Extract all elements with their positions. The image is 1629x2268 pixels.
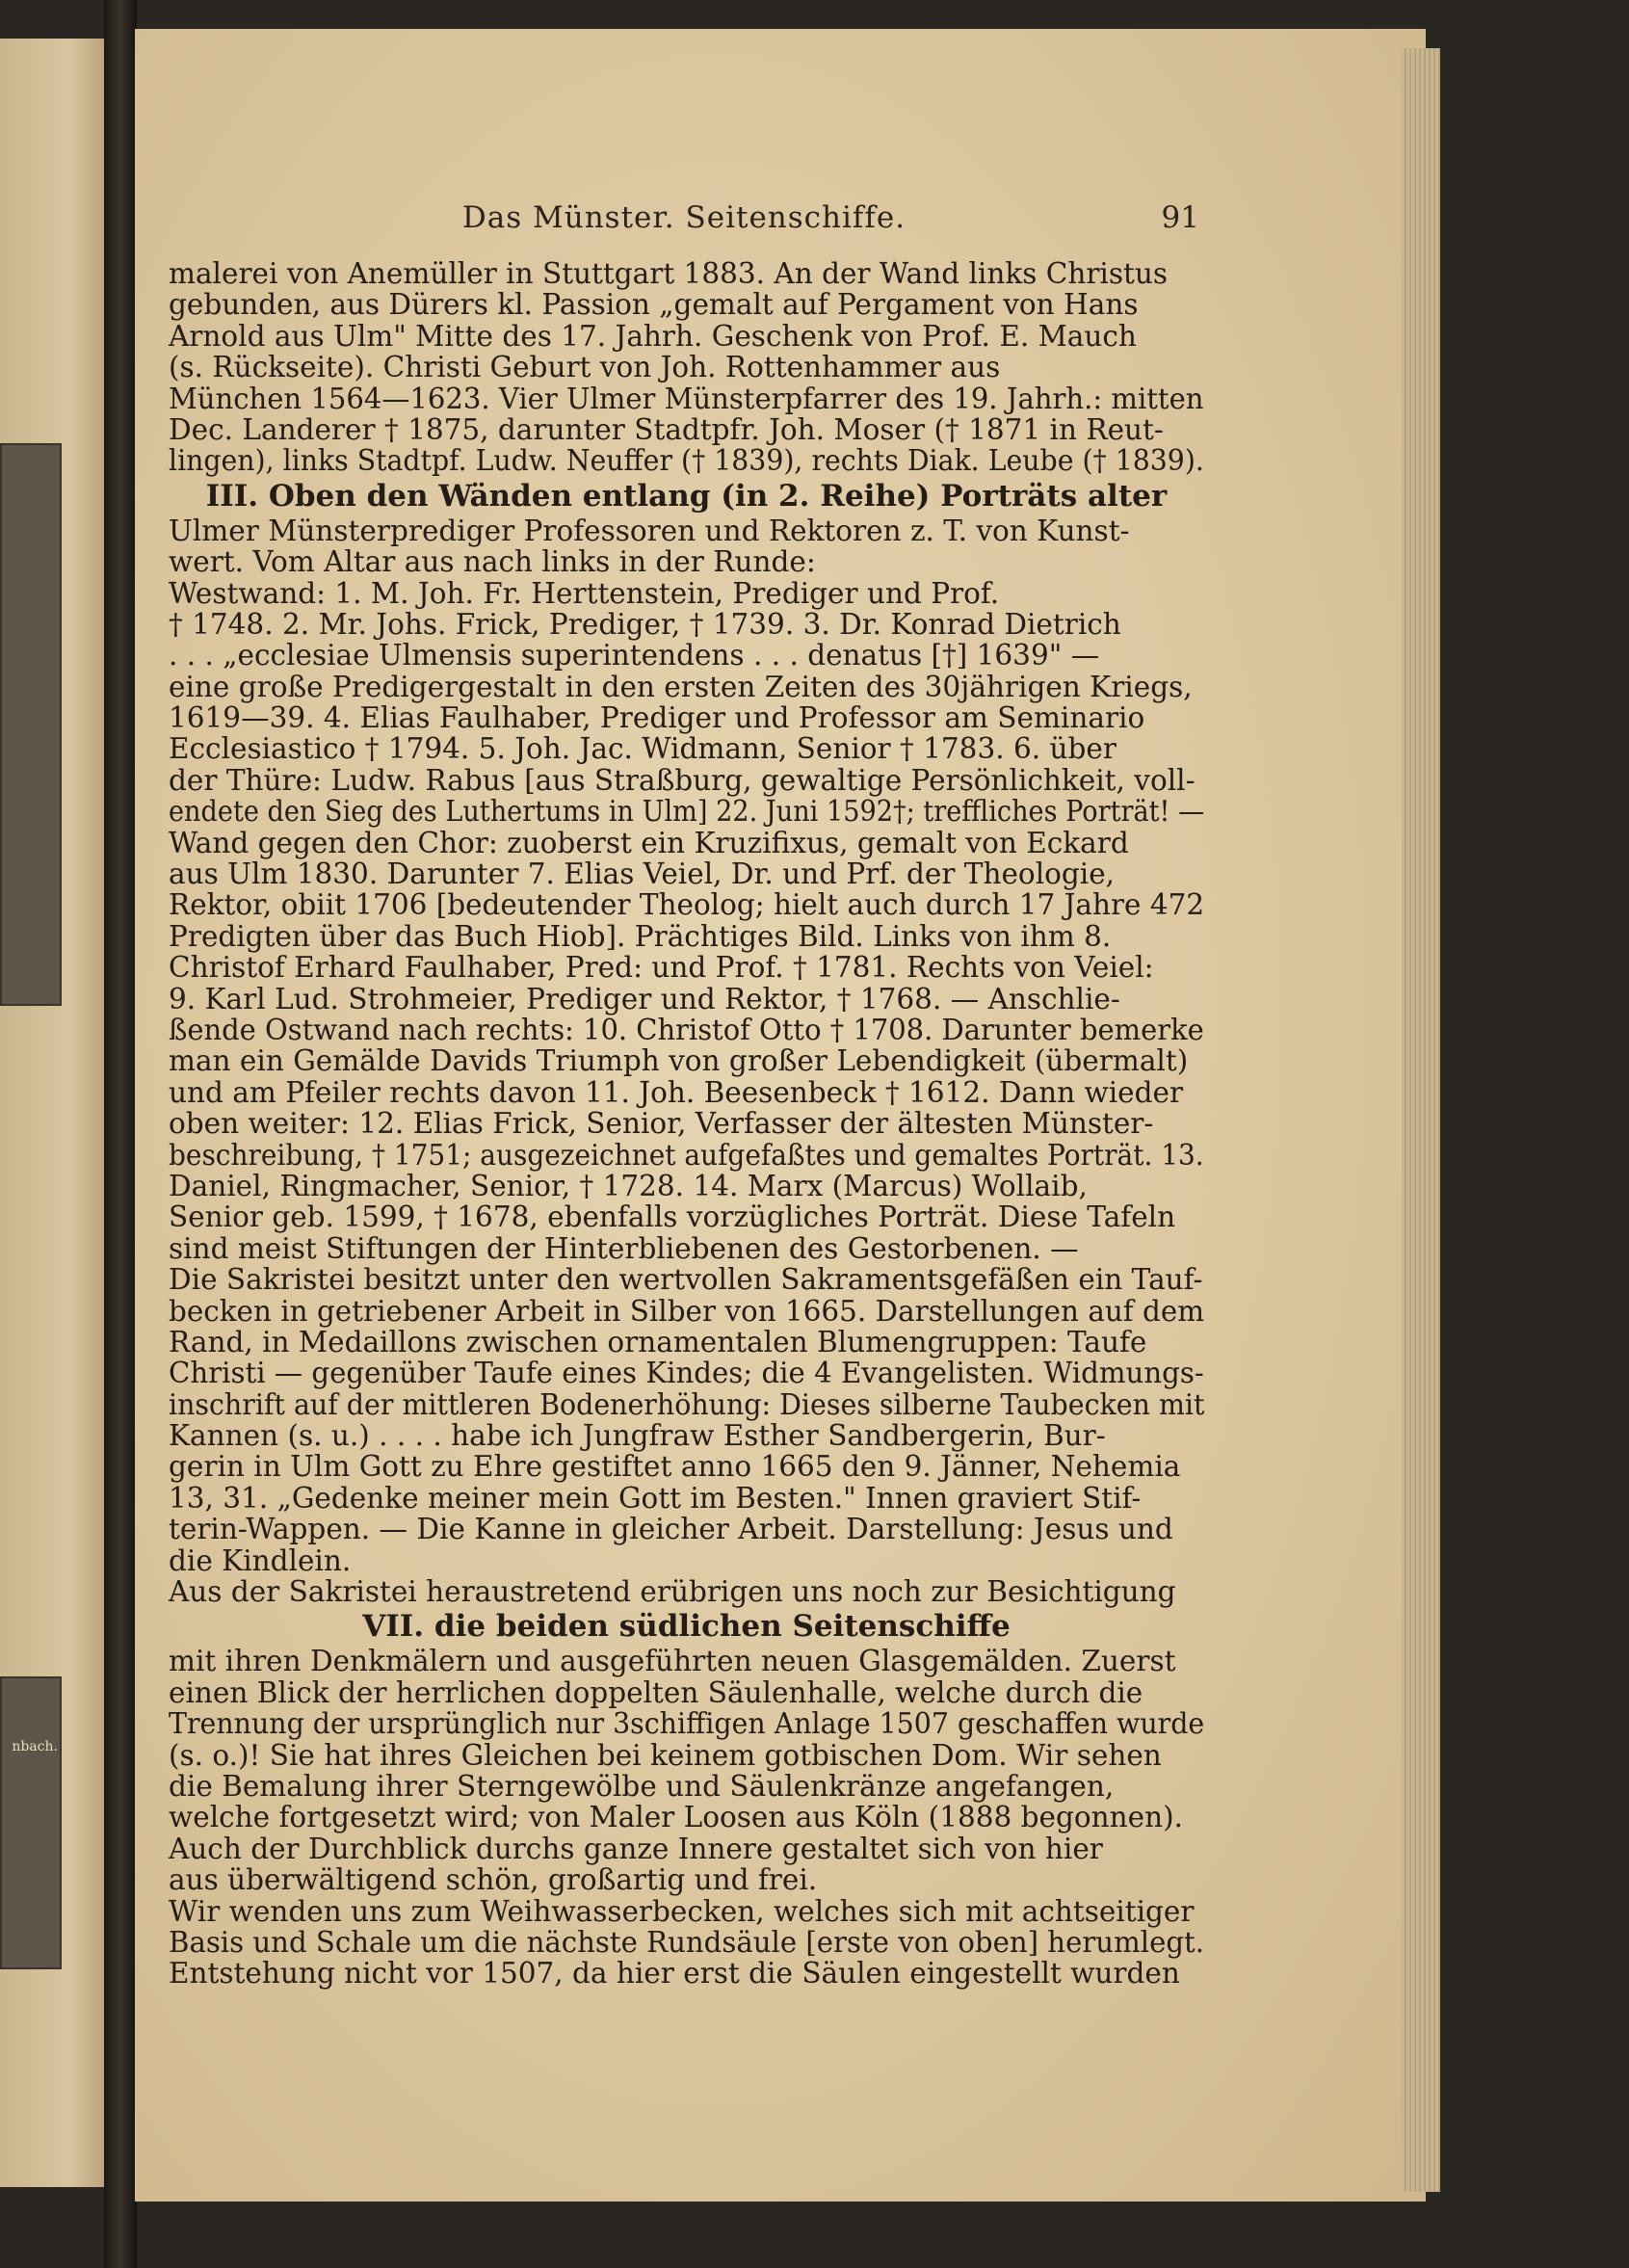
text-line: inschrift auf der mittleren Bodenerhöhung: Dieses silberne Taubecken mit bbox=[169, 1387, 1205, 1421]
text-line: Auch der Durchblick durchs ganze Innere gestaltet sich von hier bbox=[169, 1832, 1103, 1865]
text-line: 1619—39. 4. Elias Faulhaber, Prediger und Professor am Seminario bbox=[169, 701, 1145, 735]
text-line: wert. Vom Altar aus nach links in der Runde: bbox=[169, 545, 816, 579]
page-number: 91 bbox=[1161, 200, 1199, 235]
text-line: Wir wenden uns zum Weihwasserbecken, welches sich mit achtseitiger bbox=[169, 1894, 1195, 1928]
paragraph-group bbox=[169, 1646, 1204, 1989]
text-line: Entstehung nicht vor 1507, da hier erst die Säulen eingestellt wurden bbox=[169, 1957, 1180, 1991]
facing-page-illustration bbox=[0, 443, 62, 1006]
text-line: Wand gegen den Chor: zuoberst ein Kruzifixus, gemalt von Eckard bbox=[169, 826, 1129, 859]
text-line: becken in getriebener Arbeit in Silber von 1665. Darstellungen auf dem bbox=[169, 1294, 1205, 1328]
text-line: Arnold aus Ulm" Mitte des 17. Jahrh. Geschenk von Prof. E. Mauch bbox=[169, 319, 1137, 353]
text-line: Westwand: 1. M. Joh. Fr. Herttenstein, Prediger und Prof. bbox=[169, 576, 1000, 610]
text-line: Trennung der ursprünglich nur 3schiffigen Anlage 1507 geschaffen wurde bbox=[169, 1707, 1205, 1741]
text-line: und am Pfeiler rechts davon 11. Joh. Beesenbeck † 1612. Dann wieder bbox=[169, 1075, 1184, 1109]
text-line: ßende Ostwand nach rechts: 10. Christof Otto † 1708. Darunter bemerke bbox=[169, 1013, 1204, 1046]
text-line: Christi — gegenüber Taufe eines Kindes; die 4 Evangelisten. Widmungs- bbox=[169, 1357, 1204, 1390]
text-line: endete den Sieg des Luthertums in Ulm] 22. Juni 1592†; treffliches Porträt! — bbox=[169, 795, 1205, 829]
book-gutter bbox=[104, 0, 137, 2268]
text-line: Dec. Landerer † 1875, darunter Stadtpfr. Joh. Moser († 1871 in Reut- bbox=[169, 412, 1164, 446]
text-line: (s. Rückseite). Christi Geburt von Joh. Rottenhammer aus bbox=[169, 351, 1001, 384]
text-line: terin-Wappen. — Die Kanne in gleicher Arbeit. Darstellung: Jesus und bbox=[169, 1513, 1173, 1546]
body-text bbox=[169, 258, 1204, 1990]
text-line: aus Ulm 1830. Darunter 7. Elias Veiel, Dr. und Prf. der Theologie, bbox=[169, 857, 1116, 891]
text-line: Kannen (s. u.) . . . . habe ich Jungfraw Esther Sandbergerin, Bur- bbox=[169, 1419, 1106, 1453]
text-line: Aus der Sakristei heraustretend erübrigen uns noch zur Besichtigung bbox=[169, 1575, 1176, 1609]
text-line: die Kindlein. bbox=[169, 1543, 352, 1577]
text-line: einen Blick der herrlichen doppelten Säulenhalle, welche durch die bbox=[169, 1675, 1143, 1709]
text-line: sind meist Stiftungen der Hinterbliebenen des Gestorbenen. — bbox=[169, 1231, 1079, 1265]
text-line: aus überwältigend schön, großartig und frei. bbox=[169, 1863, 818, 1897]
text-line: der Thüre: Ludw. Rabus [aus Straßburg, gewaltige Persönlichkeit, voll- bbox=[169, 763, 1195, 797]
text-line: oben weiter: 12. Elias Frick, Senior, Verfasser der ältesten Münster- bbox=[169, 1107, 1154, 1141]
text-line: Rektor, obiit 1706 [bedeutender Theolog; hielt auch durch 17 Jahre 472 bbox=[169, 888, 1205, 922]
facing-page-caption: nbach. bbox=[12, 1739, 58, 1754]
section-heading-iii: III. Oben den Wänden entlang (in 2. Reihe) Porträts alter bbox=[205, 478, 1168, 514]
facing-page-illustration bbox=[0, 1676, 62, 1969]
text-line: † 1748. 2. Mr. Johs. Frick, Prediger, † 1739. 3. Dr. Konrad Dietrich bbox=[169, 607, 1121, 641]
paragraph-group bbox=[169, 258, 1204, 477]
page-edges bbox=[1402, 48, 1440, 2192]
text-line: Rand, in Medaillons zwischen ornamentalen Blumengruppen: Taufe bbox=[169, 1325, 1147, 1358]
text-line: lingen), links Stadtpf. Ludw. Neuffer († 1839), rechts Diak. Leube († 1839). bbox=[169, 444, 1204, 478]
text-line: Ecclesiastico † 1794. 5. Joh. Jac. Widmann, Senior † 1783. 6. über bbox=[169, 732, 1117, 766]
running-title: Das Münster. Seitenschiffe. bbox=[461, 200, 906, 235]
text-line: mit ihren Denkmälern und ausgeführten neuen Glasgemälden. Zuerst bbox=[169, 1645, 1176, 1678]
text-line: Predigten über das Buch Hiob]. Prächtiges Bild. Links von ihm 8. bbox=[169, 919, 1112, 953]
text-line: gebunden, aus Dürers kl. Passion „gemalt auf Pergament von Hans bbox=[169, 288, 1139, 322]
text-line: Senior geb. 1599, † 1678, ebenfalls vorzügliches Porträt. Diese Tafeln bbox=[169, 1200, 1176, 1234]
text-line: Basis und Schale um die nächste Rundsäule [erste von oben] herumlegt. bbox=[169, 1925, 1205, 1959]
paragraph-group bbox=[169, 515, 1204, 1608]
text-line: Ulmer Münsterprediger Professoren und Rektoren z. T. von Kunst- bbox=[169, 514, 1130, 547]
text-line: München 1564—1623. Vier Ulmer Münsterpfarrer des 19. Jahrh.: mitten bbox=[169, 382, 1204, 415]
text-line: beschreibung, † 1751; ausgezeichnet aufgefaßtes und gemaltes Porträt. 13. bbox=[169, 1138, 1204, 1172]
text-line: Die Sakristei besitzt unter den wertvollen Sakramentsgefäßen ein Tauf- bbox=[169, 1263, 1203, 1297]
text-line: die Bemalung ihrer Sterngewölbe und Säulenkränze angefangen, bbox=[169, 1769, 1115, 1803]
facing-page bbox=[0, 39, 116, 2187]
text-line: Daniel, Ringmacher, Senior, † 1728. 14. Marx (Marcus) Wollaib, bbox=[169, 1169, 1088, 1202]
text-line: welche fortgesetzt wird; von Maler Loosen aus Köln (1888 begonnen). bbox=[169, 1801, 1183, 1834]
text-line: 13, 31. „Gedenke meiner mein Gott im Besten." Innen graviert Stif- bbox=[169, 1481, 1142, 1515]
text-line: gerin in Ulm Gott zu Ehre gestiftet anno 1665 den 9. Jänner, Nehemia bbox=[169, 1450, 1181, 1484]
text-line: (s. o.)! Sie hat ihres Gleichen bei keinem gotbischen Dom. Wir sehen bbox=[169, 1738, 1162, 1772]
text-line: eine große Predigergestalt in den ersten Zeiten des 30jährigen Kriegs, bbox=[169, 670, 1193, 703]
text-line: Christof Erhard Faulhaber, Pred: und Prof. † 1781. Rechts von Veiel: bbox=[169, 951, 1154, 985]
text-line: man ein Gemälde Davids Triumph von großer Lebendigkeit (übermalt) bbox=[169, 1044, 1189, 1078]
text-line: malerei von Anemüller in Stuttgart 1883. An der Wand links Christus bbox=[169, 257, 1168, 290]
section-heading-vii: VII. die beiden südlichen Seitenschiffe bbox=[362, 1609, 1011, 1645]
text-line: 9. Karl Lud. Strohmeier, Prediger und Rektor, † 1768. — Anschlie- bbox=[169, 982, 1120, 1015]
page-header bbox=[169, 200, 1199, 243]
text-line: . . . „ecclesiae Ulmensis superintendens . . . denatus [†] 1639" — bbox=[169, 639, 1100, 672]
